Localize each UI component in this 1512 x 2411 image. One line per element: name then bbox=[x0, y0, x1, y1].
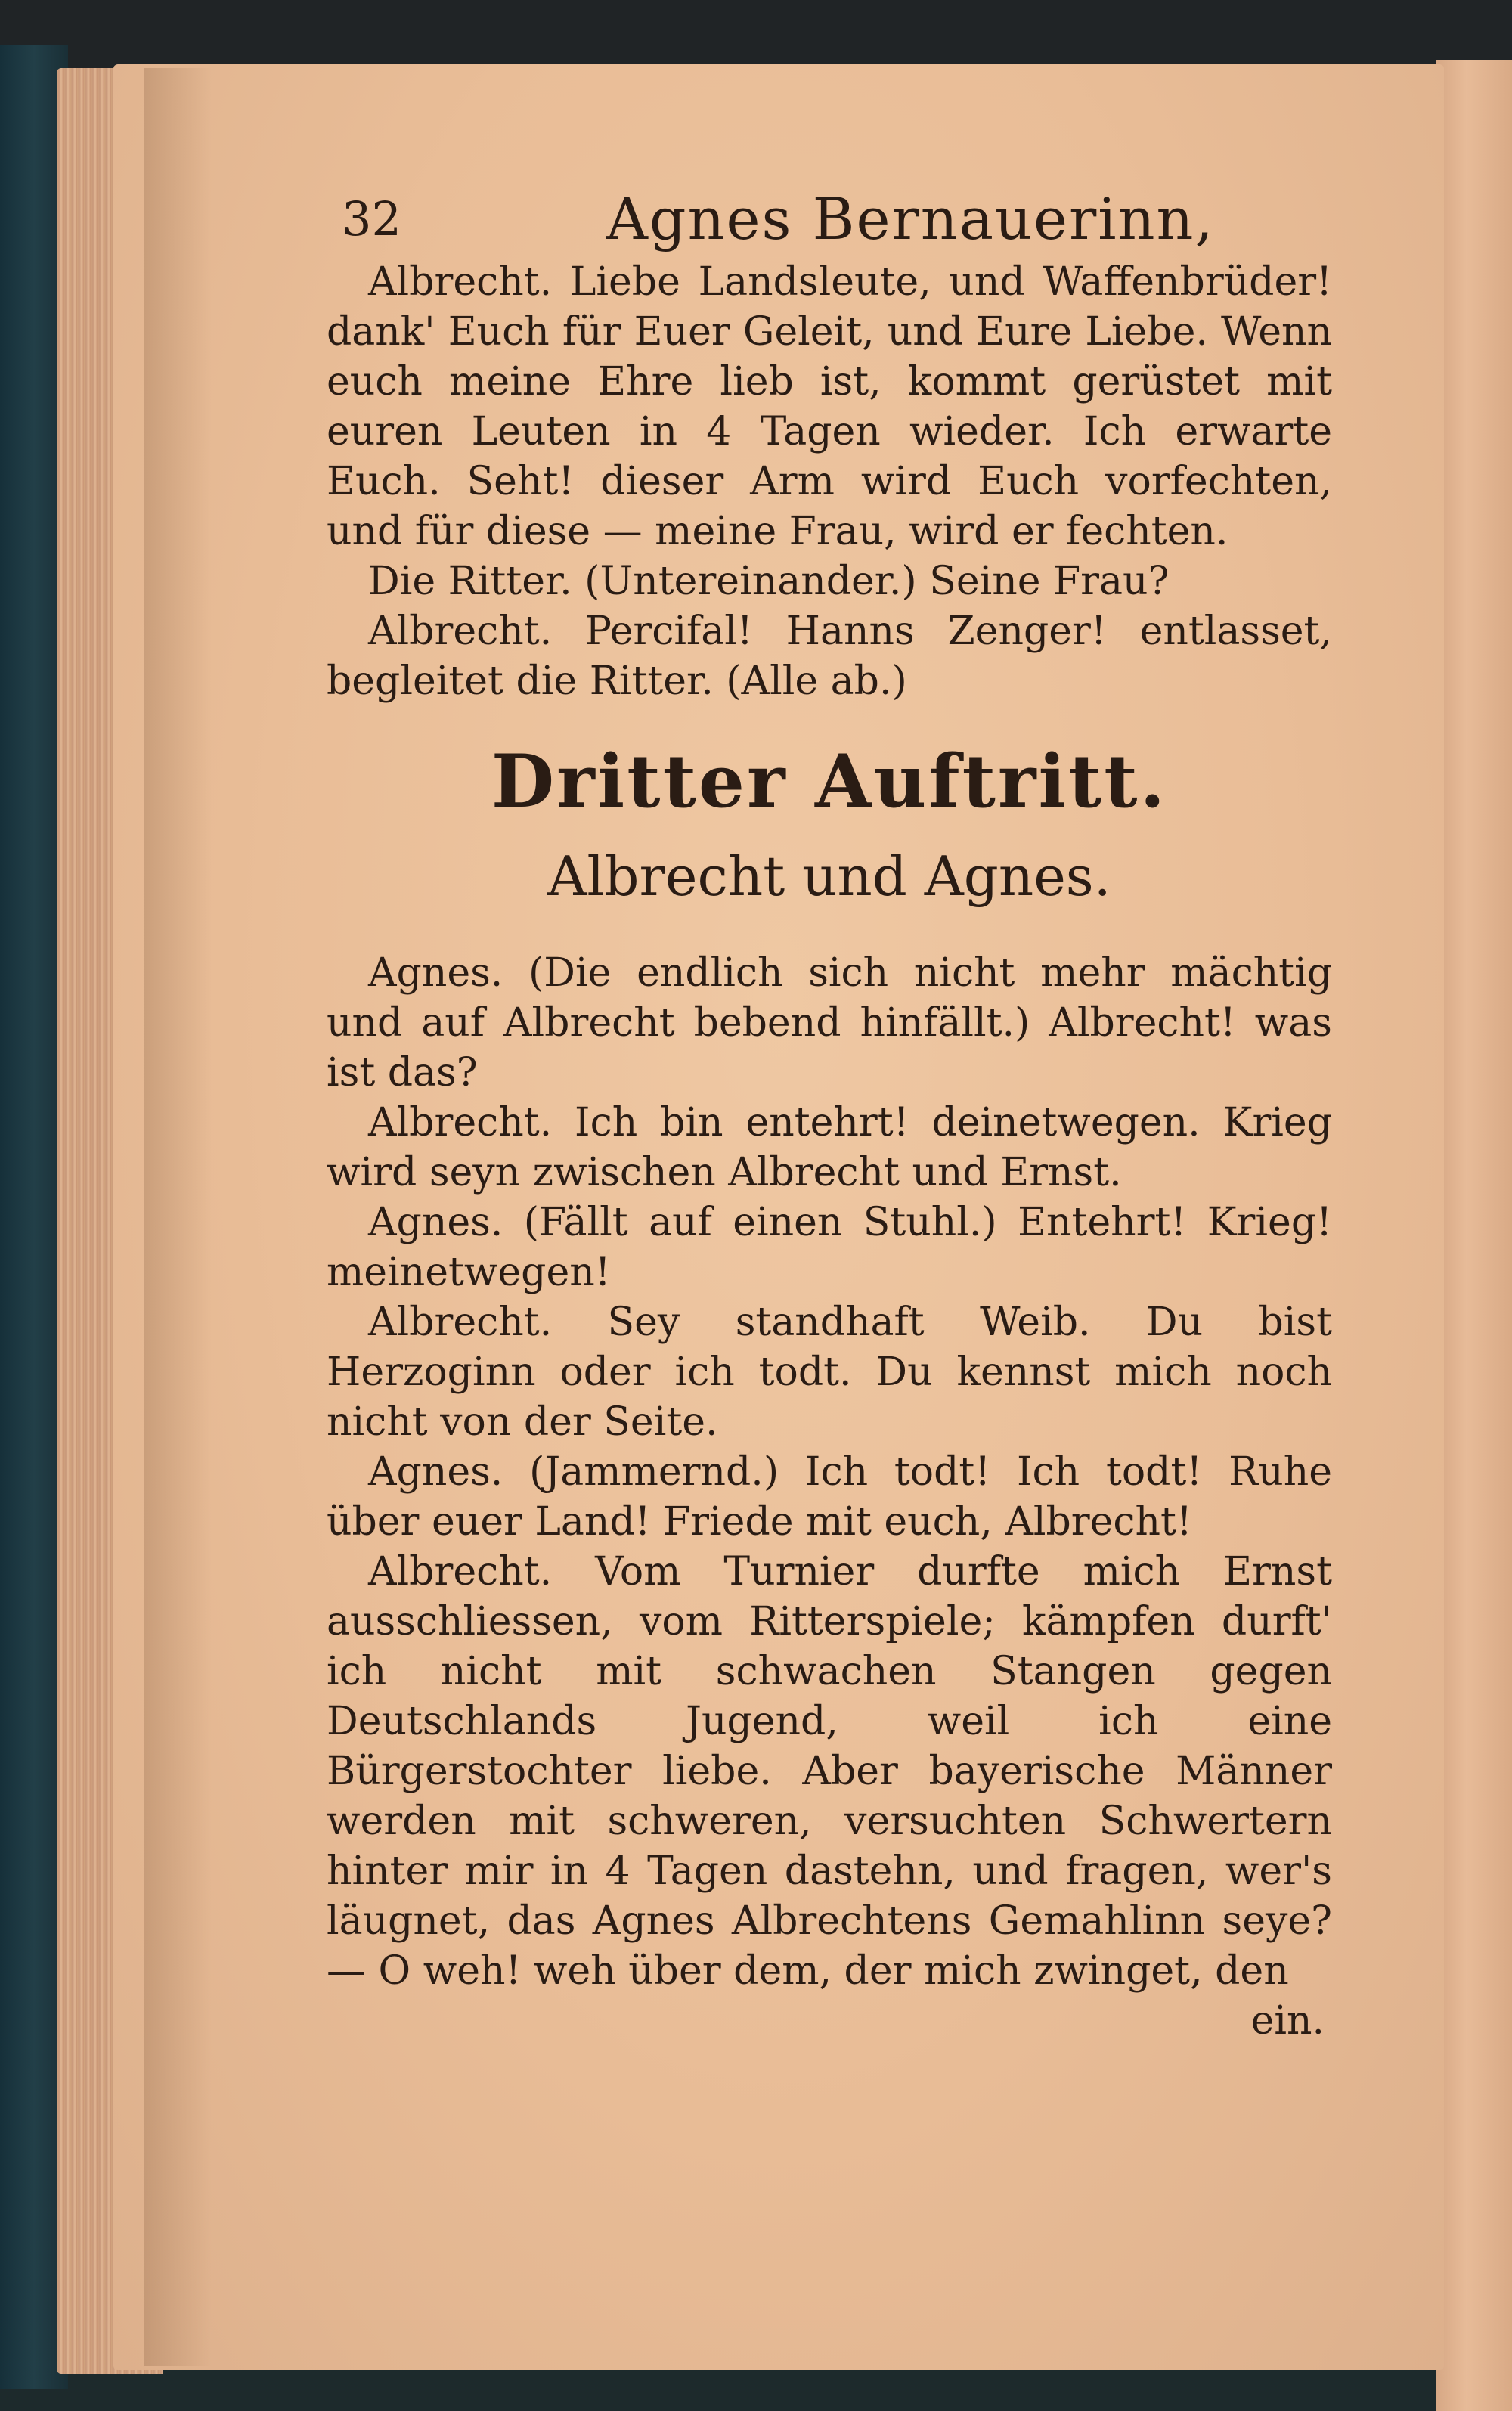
paragraph: Albrecht. Sey standhaft Weib. Du bist Herzoginn oder ich todt. Du kennst mich noch nicht von der Seite. bbox=[327, 1300, 1332, 1445]
running-title: Agnes Bernauerinn, bbox=[606, 185, 1215, 253]
paragraph: Agnes. (Die endlich sich nicht mehr mächtig und auf Albrecht bebend hinfällt.) Albrecht! was ist das? bbox=[327, 950, 1332, 1095]
catch-word: ein. bbox=[1250, 1998, 1325, 2044]
running-header bbox=[327, 181, 1332, 257]
scene-heading: Dritter Auftritt. bbox=[491, 739, 1168, 824]
facing-page-edge bbox=[1436, 60, 1512, 2411]
paragraph: Albrecht. Liebe Landsleute, und Waffenbrüder! dank' Euch für Euer Geleit, und Eure Liebe. Wenn euch meine Ehre lieb ist, kommt gerüstet mit euren Leuten in 4 Tagen wieder. Ich erwarte Euch. Seht! dieser Arm wird Euch vorfechten, und für diese — meine Frau, wird er fechten. bbox=[327, 259, 1332, 554]
paragraph: Agnes. (Jammernd.) Ich todt! Ich todt! Ruhe über euer Land! Friede mit euch, Albrecht! bbox=[327, 1449, 1332, 1545]
scene-persons: Albrecht und Agnes. bbox=[547, 844, 1111, 908]
paragraph: Agnes. (Fällt auf einen Stuhl.) Entehrt! Krieg! meinetwegen! bbox=[327, 1200, 1332, 1295]
gutter-shadow bbox=[144, 68, 212, 2366]
paragraph: Albrecht. Ich bin entehrt! deinetwegen. Krieg wird seyn zwischen Albrecht und Ernst. bbox=[327, 1100, 1332, 1195]
page-text bbox=[327, 181, 1332, 2046]
paragraph: Albrecht. Vom Turnier durfte mich Ernst ausschliessen, vom Ritterspiele; kämpfen durft' ich nicht mit schwachen Stangen gegen Deutschlands Jugend, weil ich eine Bürgerstochter liebe. Aber bayerische Männer werden mit schweren, versuchten Schwertern hinter mir in 4 Tagen dastehn, und fragen, wer's läugnet, das Agnes Albrechtens Gemahlinn seye? — O weh! weh über dem, der mich zwinget, den bbox=[327, 1549, 1332, 1994]
page-number: 32 bbox=[342, 191, 401, 246]
paragraph: Die Ritter. (Untereinander.) Seine Frau? bbox=[368, 559, 1170, 604]
paragraph: Albrecht. Percifal! Hanns Zenger! entlasset, begleitet die Ritter. (Alle ab.) bbox=[327, 609, 1332, 704]
